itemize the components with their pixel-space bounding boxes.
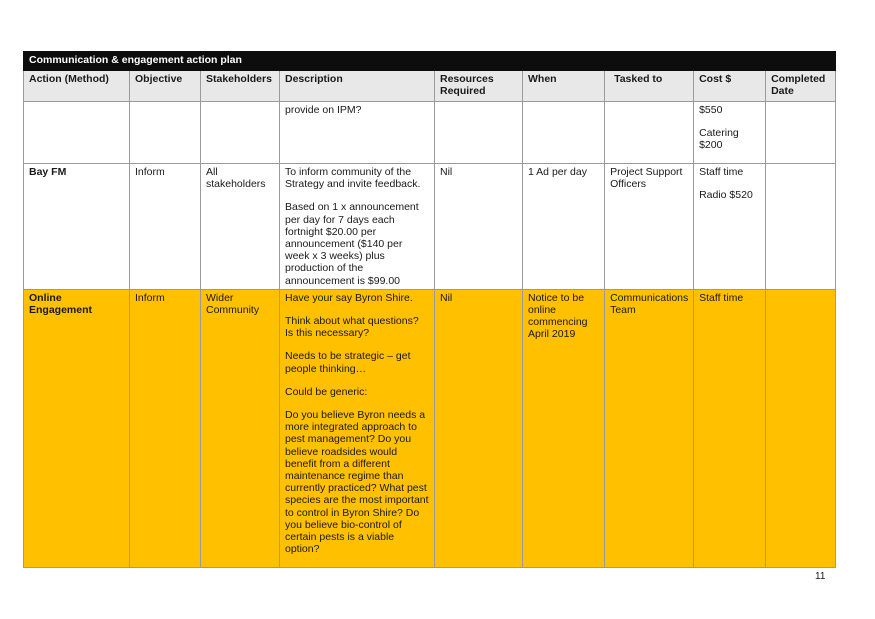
description-paragraph: Think about what questions? Is this necessary? xyxy=(285,315,419,340)
when: Notice to be online commencing April 2019 xyxy=(523,289,605,567)
header-completed: Completed Date xyxy=(766,71,836,102)
header-stakeholders: Stakeholders xyxy=(201,71,280,102)
header-row xyxy=(24,71,836,102)
header-action: Action (Method) xyxy=(24,71,130,102)
when: 1 Ad per day xyxy=(523,164,605,290)
table-row xyxy=(24,102,836,164)
cost-line: Staff time xyxy=(699,166,744,178)
header-tasked-to: Tasked to xyxy=(605,71,694,102)
table-row xyxy=(24,289,836,567)
resources: Nil xyxy=(435,289,523,567)
cost-line: Catering $200 xyxy=(699,127,739,152)
resources: Nil xyxy=(435,164,523,290)
header-when: When xyxy=(523,71,605,102)
description-paragraph: Do you believe Byron needs a more integrated approach to pest management? Do you believe roadsides would benefit from a different maintenance regime than currently practiced? What pest species are the most important to control in Byron Shire? Do you believe bio-control of certain pests is a viable option? xyxy=(285,409,429,556)
table-title: Communication & engagement action plan xyxy=(24,52,605,71)
description-paragraph: Needs to be strategic – get people thinking… xyxy=(285,350,411,375)
completed-date xyxy=(766,289,836,567)
cost: Staff time xyxy=(694,289,766,567)
continued-description: provide on IPM? xyxy=(280,102,435,164)
description-paragraph: Based on 1 x announcement per day for 7 days each fortnight $20.00 per announcement ($140 per week x 3 weeks) plus production of the announcement is $99.00 xyxy=(285,201,419,287)
title-filler-end xyxy=(766,52,836,71)
stakeholders: Wider Community xyxy=(201,289,280,567)
completed-date xyxy=(766,164,836,290)
tasked-to: Project Support Officers xyxy=(605,164,694,290)
description-paragraph: Could be generic: xyxy=(285,385,368,398)
page-number: 11 xyxy=(815,571,826,582)
table-title-row xyxy=(24,52,836,71)
cost xyxy=(694,164,766,290)
action-method: Bay FM xyxy=(24,164,130,290)
action-method: Online Engagement xyxy=(24,289,130,567)
title-filler xyxy=(605,52,766,71)
stakeholders: All stakeholders xyxy=(201,164,280,290)
continued-cost xyxy=(694,102,766,164)
header-resources: Resources Required xyxy=(435,71,523,102)
description xyxy=(280,164,435,290)
description-paragraph: Have your say Byron Shire. xyxy=(285,291,413,304)
objective: Inform xyxy=(130,289,201,567)
tasked-to: Communications Team xyxy=(605,289,694,567)
action-plan-table xyxy=(23,51,836,568)
description-paragraph: To inform community of the Strategy and invite feedback. xyxy=(285,166,421,191)
cost-line: Radio $520 xyxy=(699,189,753,202)
objective: Inform xyxy=(130,164,201,290)
description xyxy=(280,289,435,567)
table-row xyxy=(24,164,836,290)
cost-line: $550 xyxy=(699,104,723,116)
header-description: Description xyxy=(280,71,435,102)
header-objective: Objective xyxy=(130,71,201,102)
header-cost: Cost $ xyxy=(694,71,766,102)
